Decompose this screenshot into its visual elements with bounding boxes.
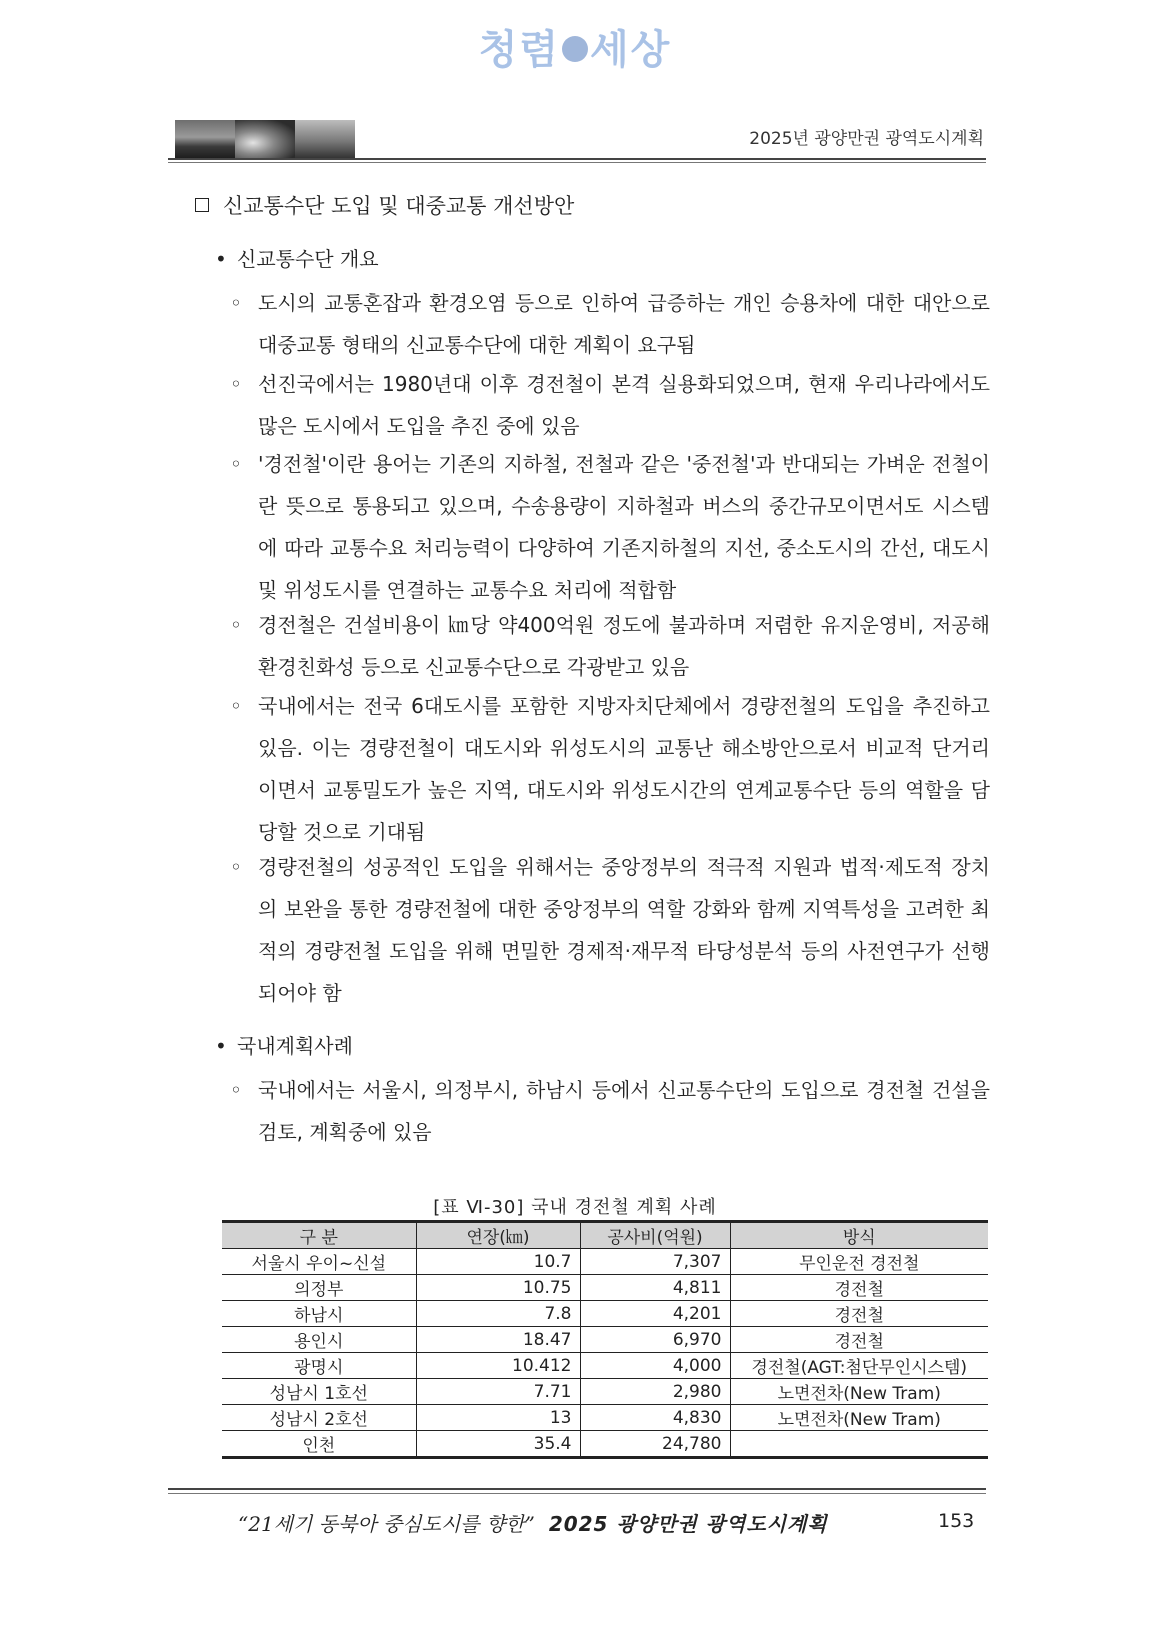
- section-heading: [195, 190, 574, 220]
- table-cell: 광명시: [222, 1353, 416, 1379]
- table-cell: 18.47: [416, 1327, 580, 1353]
- table-cell: 의정부: [222, 1275, 416, 1301]
- table-caption: [표 Ⅵ-30] 국내 경전철 계획 사례: [433, 1197, 717, 1218]
- header-photo: [235, 120, 295, 158]
- table-row: [222, 1275, 988, 1301]
- table-header-cell: 구 분: [222, 1222, 416, 1249]
- table-cell: 성남시 1호선: [222, 1379, 416, 1405]
- footer-quote: “21세기 동북아 중심도시를 향한”: [238, 1512, 535, 1536]
- paragraph: [230, 1069, 990, 1153]
- header-photo: [295, 120, 355, 158]
- table-cell: 경전철: [730, 1275, 988, 1301]
- header-photo-strip: [175, 120, 355, 158]
- paragraph: [230, 363, 990, 447]
- table-row: [222, 1327, 988, 1353]
- table-row: [222, 1431, 988, 1458]
- logo-text-right: 세상: [590, 27, 672, 73]
- table-row: [222, 1353, 988, 1379]
- table-cell: 10.75: [416, 1275, 580, 1301]
- circle-bullet-icon: ◦: [230, 291, 242, 315]
- circle-bullet-icon: ◦: [230, 694, 242, 718]
- table-cell: 13: [416, 1405, 580, 1431]
- paragraph: [230, 282, 990, 366]
- table-cell: 노면전차(New Tram): [730, 1405, 988, 1431]
- header-photo: [175, 120, 235, 158]
- sub-heading-text: 신교통수단 개요: [237, 247, 379, 271]
- table-cell: 경전철: [730, 1327, 988, 1353]
- paragraph: [230, 443, 990, 611]
- table-cell: 경전철: [730, 1301, 988, 1327]
- data-table: [222, 1220, 988, 1459]
- table-cell: 7,307: [580, 1249, 730, 1275]
- paragraph-text: 국내에서는 서울시, 의정부시, 하남시 등에서 신교통수단의 도입으로 경전철 건설을 검토, 계획중에 있음: [258, 1078, 990, 1144]
- circle-bullet-icon: ◦: [230, 1078, 242, 1102]
- table-cell: 6,970: [580, 1327, 730, 1353]
- sub-heading-text: 국내계획사례: [237, 1034, 353, 1058]
- bullet-icon: •: [215, 247, 227, 271]
- table-cell: 10.7: [416, 1249, 580, 1275]
- table-header-cell: 공사비(억원): [580, 1222, 730, 1249]
- paragraph-text: 경량전철의 성공적인 도입을 위해서는 중앙정부의 적극적 지원과 법적·제도적 장치의 보완을 통한 경량전철에 대한 중앙정부의 역할 강화와 함께 지역특성을 고려한 최적의 경량전철 도입을 위해 면밀한 경제적·재무적 타당성분석 등의 사전연구가 선행되어야 함: [258, 855, 990, 1005]
- logo-circle-icon: [562, 36, 588, 62]
- header-rule: [168, 162, 986, 163]
- footer-rule: [168, 1493, 986, 1494]
- table-row: [222, 1301, 988, 1327]
- table-cell: [730, 1431, 988, 1458]
- table-cell: 4,201: [580, 1301, 730, 1327]
- header-title: 2025년 광양만권 광역도시계획: [749, 129, 984, 149]
- paragraph-text: 선진국에서는 1980년대 이후 경전철이 본격 실용화되었으며, 현재 우리나라에서도 많은 도시에서 도입을 추진 중에 있음: [258, 372, 990, 438]
- table-cell: 4,000: [580, 1353, 730, 1379]
- table-cell: 2,980: [580, 1379, 730, 1405]
- logo-text-left: 청렴: [478, 27, 560, 73]
- footer-title: 2025 광양만권 광역도시계획: [548, 1512, 828, 1536]
- table-cell: 노면전차(New Tram): [730, 1379, 988, 1405]
- circle-bullet-icon: ◦: [230, 452, 242, 476]
- footer: [238, 1508, 828, 1537]
- logo: [0, 18, 1150, 75]
- paragraph: [230, 846, 990, 1014]
- table-cell: 서울시 우이~신설: [222, 1249, 416, 1275]
- paragraph-text: 도시의 교통혼잡과 환경오염 등으로 인하여 급증하는 개인 승용차에 대한 대안으로 대중교통 형태의 신교통수단에 대한 계획이 요구됨: [258, 291, 990, 357]
- table-cell: 하남시: [222, 1301, 416, 1327]
- table-header-cell: 연장(㎞): [416, 1222, 580, 1249]
- circle-bullet-icon: ◦: [230, 613, 242, 637]
- circle-bullet-icon: ◦: [230, 855, 242, 879]
- table-cell: 7.8: [416, 1301, 580, 1327]
- paragraph: [230, 685, 990, 853]
- table-row: [222, 1379, 988, 1405]
- table-cell: 용인시: [222, 1327, 416, 1353]
- footer-rule: [168, 1488, 986, 1490]
- circle-bullet-icon: ◦: [230, 372, 242, 396]
- table-header-row: [222, 1222, 988, 1249]
- table-header-cell: 방식: [730, 1222, 988, 1249]
- table-row: [222, 1249, 988, 1275]
- bullet-icon: •: [215, 1034, 227, 1058]
- sub-heading: [215, 1030, 353, 1059]
- table-cell: 24,780: [580, 1431, 730, 1458]
- table-cell: 성남시 2호선: [222, 1405, 416, 1431]
- table-cell: 7.71: [416, 1379, 580, 1405]
- paragraph-text: '경전철'이란 용어는 기존의 지하철, 전철과 같은 '중전철'과 반대되는 가벼운 전철이란 뜻으로 통용되고 있으며, 수송용량이 지하철과 버스의 중간규모이면서도 시스템에 따라 교통수요 처리능력이 다양하여 기존지하철의 지선, 중소도시의 간선, 대도시 및 위성도시를 연결하는 교통수요 처리에 적합함: [258, 452, 990, 602]
- table-row: [222, 1405, 988, 1431]
- section-heading-text: 신교통수단 도입 및 대중교통 개선방안: [223, 194, 575, 218]
- sub-heading: [215, 243, 379, 272]
- table-cell: 10.412: [416, 1353, 580, 1379]
- page-number: 153: [938, 1510, 975, 1532]
- table-cell: 인천: [222, 1431, 416, 1458]
- checkbox-square-icon: [195, 198, 209, 212]
- table-cell: 4,830: [580, 1405, 730, 1431]
- header-rule: [168, 158, 986, 160]
- table-cell: 4,811: [580, 1275, 730, 1301]
- table-cell: 무인운전 경전철: [730, 1249, 988, 1275]
- table-cell: 35.4: [416, 1431, 580, 1458]
- paragraph-text: 국내에서는 전국 6대도시를 포함한 지방자치단체에서 경량전철의 도입을 추진하고 있음. 이는 경량전철이 대도시와 위성도시의 교통난 해소방안으로서 비교적 단거리이면서 교통밀도가 높은 지역, 대도시와 위성도시간의 연계교통수단 등의 역할을 담당할 것으로 기대됨: [258, 694, 990, 844]
- table-cell: 경전철(AGT:첨단무인시스템): [730, 1353, 988, 1379]
- paragraph-text: 경전철은 건설비용이 ㎞당 약400억원 정도에 불과하며 저렴한 유지운영비, 저공해 환경친화성 등으로 신교통수단으로 각광받고 있음: [258, 613, 990, 679]
- paragraph: [230, 604, 990, 688]
